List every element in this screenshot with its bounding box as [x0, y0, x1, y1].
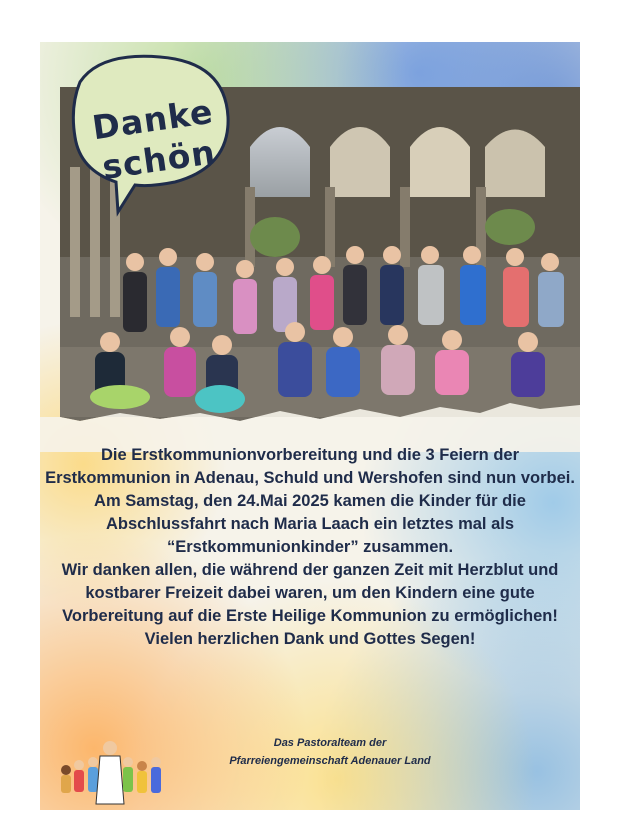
bubble-title-line1: Danke [89, 91, 216, 148]
bubble-title-line2: schön [99, 132, 218, 187]
signature [180, 734, 480, 770]
message-text [40, 444, 580, 651]
jesus-with-children-illustration [46, 732, 176, 810]
signature-line-2: Pfarreiengemeinschaft Adenauer Land [229, 755, 431, 767]
signature-line-1: Das Pastoralteam der [273, 737, 387, 749]
poster [40, 42, 580, 810]
message-paragraph-3: Wir danken allen, die während der ganzen Zeit mit Herzblut und kostbarer Freizeit dabei waren, um den Kindern eine gute Vorbereitung auf die Erste Heilige Kommunion zu ermöglichen! [61, 561, 559, 625]
message-paragraph-1: Die Erstkommunionvorbereitung und die 3 Feiern der Erstkommunion in Adenau, Schuld und Wershofen sind nun vorbei. [45, 446, 575, 487]
message-paragraph-2: Am Samstag, den 24.Mai 2025 kamen die Kinder für die Abschlussfahrt nach Maria Laach ein letztes mal als “Erstkommunionkinder” zusammen. [94, 492, 526, 556]
message-paragraph-4: Vielen herzlichen Dank und Gottes Segen! [144, 630, 476, 648]
